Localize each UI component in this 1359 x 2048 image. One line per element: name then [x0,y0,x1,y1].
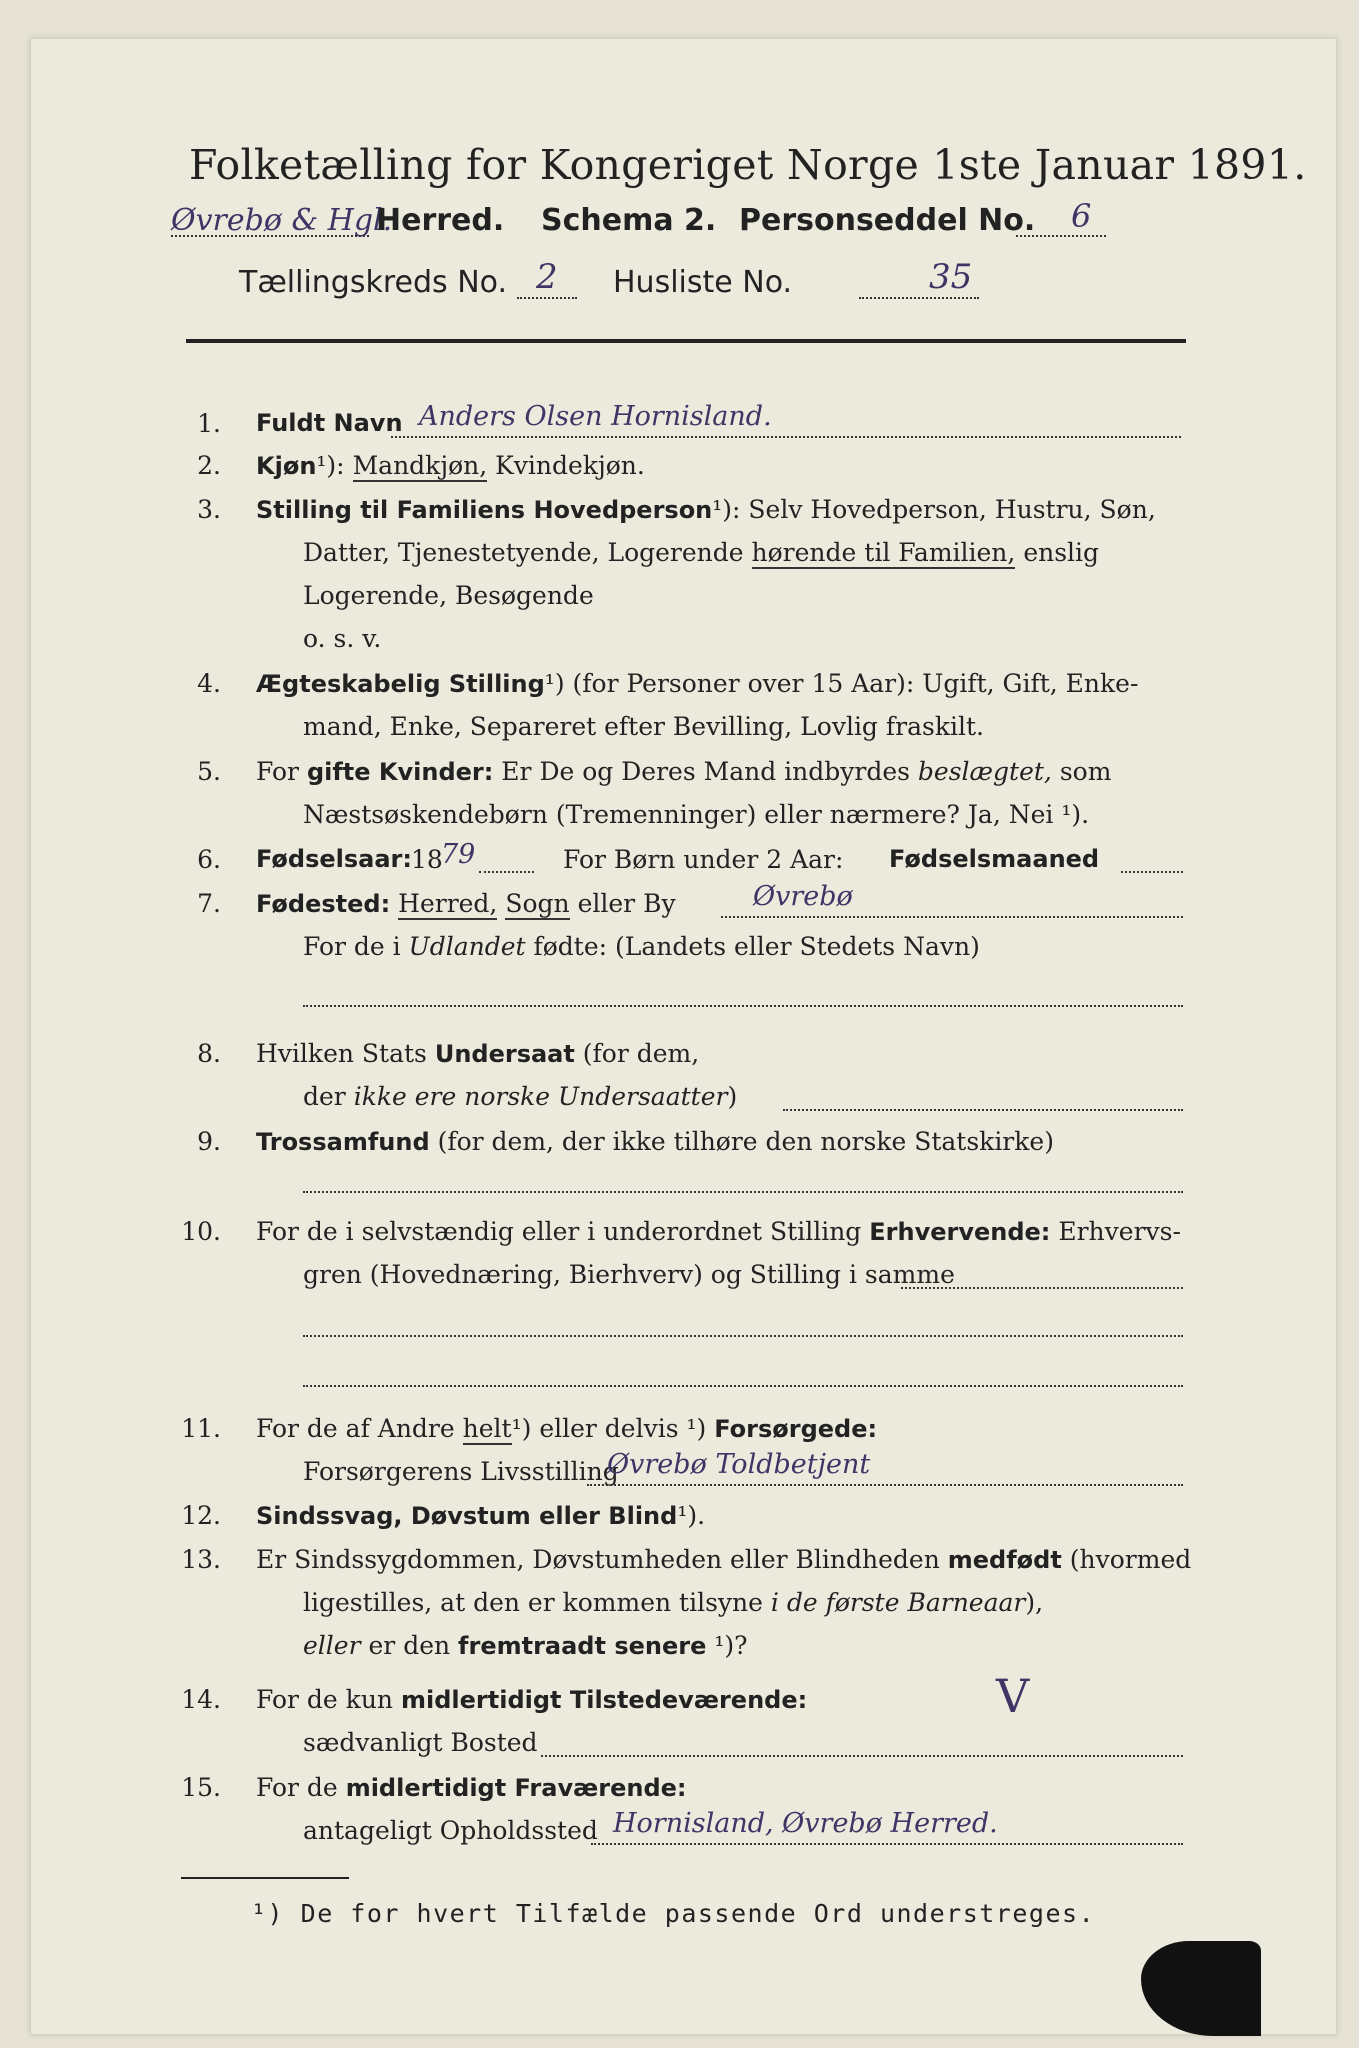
item-10-label: Erhvervende: [869,1218,1051,1246]
item-13-text-i: ¹)? [714,1631,748,1660]
herred-handwritten: Øvrebø & Hgl. [171,203,393,238]
item-6-month-label: Fødselsmaaned [889,845,1100,873]
item-11-line-2: Forsørgerens Livsstilling [303,1457,619,1486]
schema-label: Schema 2. [541,203,717,238]
herred-dotted-line [171,235,369,237]
item-6-birth-year-value: 79 [441,839,476,870]
item-13-line-3 [303,1631,748,1660]
item-7-dotted-line [721,916,1183,918]
item-10-text-c: Erhvervs- [1058,1217,1181,1246]
item-7-option-herred: Herred, [398,889,498,918]
item-13-line-1 [256,1545,1191,1574]
item-15-label: midlertidigt Fraværende: [345,1774,687,1802]
item-8-paren: ) [727,1082,738,1111]
footnote-rule [181,1877,349,1879]
item-7-text-c: fødte: (Landets eller Stedets Navn) [533,932,980,961]
item-9-dotted-line [303,1191,1183,1193]
item-1-label: Fuldt Navn [256,409,403,437]
item-3-options-2c: enslig [1023,538,1100,567]
torn-corner [1141,1941,1261,2036]
item-6-label: Fødselsaar: [256,845,412,873]
item-number-2: 2. [197,451,221,480]
item-10-line-1 [256,1217,1181,1246]
item-8-line-1 [256,1039,699,1068]
item-4-options: ¹) (for Personer over 15 Aar): Ugift, Gift, Enke- [544,669,1139,698]
item-7-text-b: Udlandet [408,932,526,961]
item-number-11: 11. [181,1414,221,1443]
item-3-options-2b: hørende til Familien, [751,538,1016,567]
item-15-answer: Hornisland, Øvrebø Herred. [613,1808,998,1839]
item-number-6: 6. [197,845,221,874]
item-5-line-1 [256,757,1111,786]
husliste-label: Husliste No. [613,265,793,300]
item-7-extra-line [303,1005,1183,1007]
item-4-line-2: mand, Enke, Separeret efter Bevilling, Lovlig fraskilt. [303,712,984,741]
husliste-dotted-line [859,297,979,299]
item-5-label: gifte Kvinder: [306,758,494,786]
item-13-text-g: eller [303,1631,361,1660]
item-13-label: medfødt [947,1546,1062,1574]
item-9-label: Trossamfund [256,1128,430,1156]
item-8-text-c: (for dem, [582,1039,700,1068]
item-1-dotted-line [391,436,1181,438]
item-3-line-3: Logerende, Besøgende [303,581,594,610]
item-6-children-note: For Børn under 2 Aar: [563,845,844,874]
item-5-line-2: Næstsøskendebørn (Tremenninger) eller nærmere? Ja, Nei ¹). [303,800,1090,829]
item-7-label: Fødested: [256,890,391,918]
item-13-label-2: fremtraadt senere [458,1632,707,1660]
item-10-text-a: For de i selvstændig eller i underordnet Stilling [256,1217,862,1246]
item-13-line-2 [303,1588,1043,1617]
item-4-label: Ægteskabelig Stilling [256,670,545,698]
item-12-footnote: ¹). [677,1501,706,1530]
item-14-line-2: sædvanligt Bosted [303,1728,538,1757]
item-6-century: 18 [411,845,443,874]
item-11-label: Forsørgede: [714,1415,878,1443]
item-number-7: 7. [197,889,221,918]
item-3-options-2a: Datter, Tjenestetyende, Logerende [303,538,744,567]
item-3-options: ¹): Selv Hovedperson, Hustru, Søn, [712,495,1156,524]
item-11-text-a: For de af Andre [256,1414,455,1443]
item-13-text-e: i de første Barneaar [770,1588,1026,1617]
footnote: ¹) De for hvert Tilfælde passende Ord understreges. [251,1899,1096,1928]
item-number-15: 15. [181,1773,221,1802]
item-11-text-b: helt [462,1414,512,1443]
item-8-label: Undersaat [434,1040,575,1068]
form-title: Folketælling for Kongeriget Norge 1ste Januar 1891. [189,141,1307,189]
census-form [30,38,1337,2035]
item-2-option-female: Kvindekjøn. [495,451,645,480]
item-12-label: Sindssvag, Døvstum eller Blind [256,1502,678,1530]
item-number-8: 8. [197,1039,221,1068]
item-15-line-1 [256,1773,687,1802]
item-2-footnote: ¹): [316,451,345,480]
item-13-text-h: er den [368,1631,451,1660]
item-number-14: 14. [181,1685,221,1714]
item-number-13: 13. [181,1545,221,1574]
kreds-number: 2 [536,257,558,297]
item-3-label: Stilling til Familiens Hovedperson [256,496,713,524]
personseddel-number: 6 [1071,197,1092,235]
item-7-option-sogn: Sogn [505,889,570,918]
item-8-text-d: der [303,1082,346,1111]
item-15-line-2: antageligt Opholdssted [303,1816,598,1845]
item-number-10: 10. [181,1217,221,1246]
item-8-dotted-line [783,1109,1183,1111]
item-2-option-male: Mandkjøn, [352,451,488,480]
item-number-4: 4. [197,669,221,698]
item-3-line-2 [303,538,1099,567]
item-8-text-a: Hvilken Stats [256,1039,427,1068]
item-13-text-a: Er Sindssygdommen, Døvstumheden eller Blindheden [256,1545,940,1574]
item-14-text-a: For de kun [256,1685,394,1714]
item-8-text-e: ikke ere norske Undersaatter [353,1082,728,1111]
item-number-3: 3. [197,495,221,524]
item-13-text-d: ligestilles, at den er kommen tilsyne [303,1588,763,1617]
personseddel-dotted-line [1016,235,1106,237]
herred-label: Herred. [376,203,505,238]
item-14-label: midlertidigt Tilstedeværende: [400,1686,808,1714]
item-6-month-dotted-line [1121,871,1183,873]
item-13-text-c: (hvormed [1069,1545,1192,1574]
item-14-checkmark: V [996,1669,1030,1723]
personseddel-label: Personseddel No. [739,203,1036,238]
item-6-dotted-line [479,871,534,873]
item-1-answer: Anders Olsen Hornisland. [419,401,772,432]
item-14-dotted-line [541,1755,1183,1757]
item-11-text-c: ¹) eller delvis ¹) [511,1414,707,1443]
item-7-line-2 [303,932,980,961]
item-10-dotted-line-3 [303,1385,1183,1387]
item-7-answer: Øvrebø [753,881,853,912]
item-2-text [256,451,645,480]
item-number-5: 5. [197,757,221,786]
item-8-line-2 [303,1082,737,1111]
item-5-text-a: For [256,757,299,786]
item-4-line-1 [256,669,1138,698]
item-number-1: 1. [197,409,221,438]
item-5-text-e: som [1059,757,1112,786]
item-5-text-c: Er De og Deres Mand indbyrdes [501,757,910,786]
item-7-text-a: For de i [303,932,401,961]
header-rule [186,339,1186,343]
item-11-line-1 [256,1414,877,1443]
item-7-option-by: eller By [577,889,676,918]
item-10-dotted-line-1 [901,1287,1183,1289]
kreds-label: Tællingskreds No. [239,265,507,300]
item-10-line-2: gren (Hovednæring, Bierhverv) og Stilling i samme [303,1260,955,1289]
item-11-answer: Øvrebø Toldbetjent [607,1449,871,1480]
item-3-line-1 [256,495,1156,524]
item-11-dotted-line [587,1484,1183,1486]
item-9-text: (for dem, der ikke tilhøre den norske Statskirke) [437,1127,1054,1156]
item-3-line-4: o. s. v. [303,624,382,653]
item-number-12: 12. [181,1501,221,1530]
item-15-text-a: For de [256,1773,338,1802]
item-7-line-1 [256,889,676,918]
kreds-dotted-line [517,297,577,299]
item-2-label: Kjøn [256,452,317,480]
item-15-dotted-line [591,1843,1183,1845]
item-13-text-f: ), [1025,1588,1044,1617]
item-5-text-d: beslægtet, [917,757,1052,786]
husliste-number: 35 [929,257,973,297]
item-10-dotted-line-2 [303,1335,1183,1337]
item-9-line-1 [256,1127,1054,1156]
item-14-line-1 [256,1685,807,1714]
item-12-line [256,1501,705,1530]
item-number-9: 9. [197,1127,221,1156]
